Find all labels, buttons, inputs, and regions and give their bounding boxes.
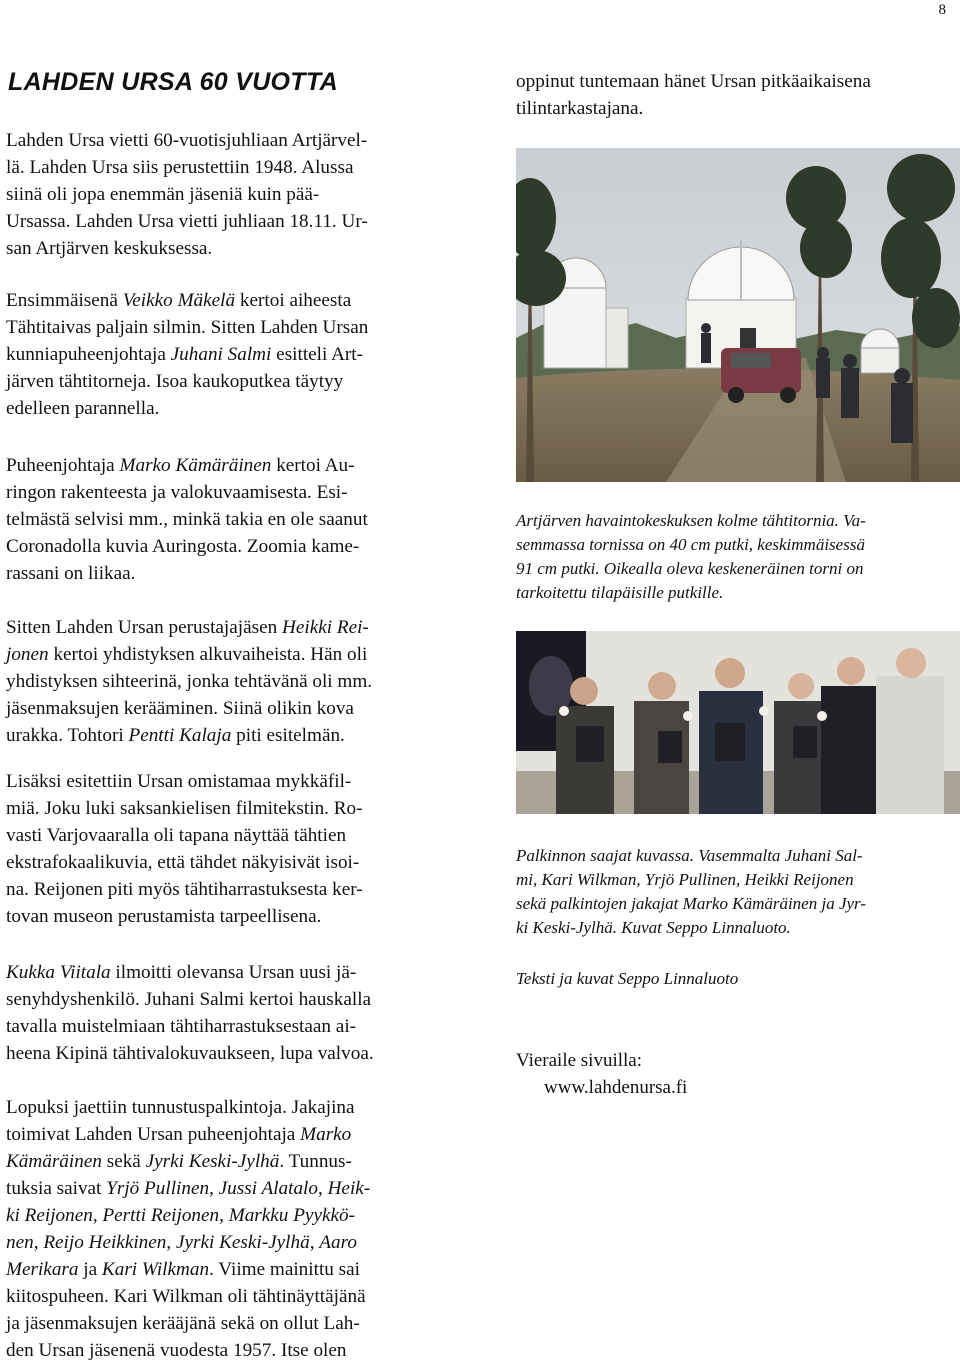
text-line <box>6 506 368 533</box>
website-link[interactable]: www.lahdenursa.fi <box>544 1077 688 1098</box>
observatory-photo <box>516 148 960 482</box>
text-run: Coronadolla kuvia Auringosta. Zoomia kame- <box>6 536 360 557</box>
italic-name: Kari Wilkman <box>101 1259 210 1280</box>
caption-line: mi, Kari Wilkman, Yrjö Pullinen, Heikki Reijonen <box>516 870 854 889</box>
paragraph <box>6 127 368 262</box>
text-run: kunniapuheenjohtaja <box>6 344 171 365</box>
text-run: den Ursan jäsenenä vuodesta 1957. Itse olen <box>6 1340 347 1361</box>
text-run: tavalla muistelmiaan tähtiharrastuksestaan ai- <box>6 1016 357 1037</box>
text-line <box>516 95 956 122</box>
italic-name: Pertti Reijonen <box>102 1205 220 1226</box>
text-run: yhdistyksen sihteerinä, jonka tehtävänä oli mm. <box>6 671 373 692</box>
right-column-intro <box>516 68 956 122</box>
text-line <box>6 795 363 822</box>
caption-line: tarkoitettu tilapäisille putkille. <box>516 583 724 602</box>
text-line <box>6 314 368 341</box>
text-run: toimivat Lahden Ursan puheenjohtaja <box>6 1124 301 1145</box>
text-run: ja <box>78 1259 102 1280</box>
text-line <box>6 1121 370 1148</box>
text-line <box>6 614 372 641</box>
caption-line: sekä palkintojen jakajat Marko Kämäräinen ja Jyr- <box>516 894 866 913</box>
paragraph <box>6 768 363 930</box>
text-run: piti esitelmän. <box>231 725 345 746</box>
text-line <box>6 822 363 849</box>
awardees-photo-image <box>516 631 960 814</box>
observatory-photo-image <box>516 148 960 482</box>
text-line <box>6 1283 370 1310</box>
paragraph <box>6 959 374 1067</box>
text-run: Lisäksi esitettiin Ursan omistamaa mykkäfil- <box>6 771 352 792</box>
italic-name: Yrjö Pullinen <box>106 1178 210 1199</box>
text-run: heena Kipinä tähtivalokuvaukseen, lupa valvoa. <box>6 1043 374 1064</box>
text-run: , <box>219 1205 229 1226</box>
italic-name: Pentti Kalaja <box>128 725 232 746</box>
text-line <box>6 1337 370 1364</box>
italic-name: Heik- <box>327 1178 371 1199</box>
italic-name: Kämäräinen <box>6 1151 102 1172</box>
text-line <box>6 1175 370 1202</box>
italic-name: Jussi Alatalo <box>218 1178 318 1199</box>
italic-name: Aaro <box>319 1232 357 1253</box>
text-run: tilintarkastajana. <box>516 98 644 119</box>
text-run: Ursassa. Lahden Ursa vietti juhliaan 18.11. Ur- <box>6 211 368 232</box>
visit-website <box>516 1047 956 1101</box>
text-run: , <box>309 1232 320 1253</box>
text-run: , <box>209 1178 219 1199</box>
text-line <box>6 1013 374 1040</box>
text-run: jäsenmaksujen kerääminen. Siinä olikin kova <box>6 698 354 719</box>
text-run: lä. Lahden Ursa siis perustettiin 1948. Alussa <box>6 157 354 178</box>
italic-name: jonen <box>6 644 49 665</box>
page-number: 8 <box>938 2 946 18</box>
italic-name: Marko <box>300 1124 352 1145</box>
text-run: ja jäsenmaksujen kerääjänä sekä on ollut Lah- <box>6 1313 360 1334</box>
text-run: , <box>166 1232 176 1253</box>
text-run: san Artjärven keskuksessa. <box>6 238 213 259</box>
text-run: oppinut tuntemaan hänet Ursan pitkäaikaisena <box>516 71 871 92</box>
text-line <box>6 533 368 560</box>
text-run: Tähtitaivas paljain silmin. Sitten Lahden Ursan <box>6 317 369 338</box>
text-run: . Viime mainittu sai <box>209 1259 360 1280</box>
text-run: Ensimmäisenä <box>6 290 123 311</box>
text-line <box>6 722 372 749</box>
text-run: Puheenjohtaja <box>6 455 120 476</box>
credit-text: Teksti ja kuvat Seppo Linnaluoto <box>516 969 739 988</box>
text-line <box>6 876 363 903</box>
text-run: ekstrafokaalikuvia, että tähdet näkyisivät isoi- <box>6 852 360 873</box>
text-run: tuksia saivat <box>6 1178 107 1199</box>
text-line <box>6 1094 370 1121</box>
paragraph <box>6 287 368 422</box>
text-run: vasti Varjovaaralla oli tapana näyttää tähtien <box>6 825 347 846</box>
italic-name: Jyrki Keski-Jylhä <box>175 1232 310 1253</box>
italic-name: Juhani Salmi <box>170 344 272 365</box>
text-run: esitteli Art- <box>271 344 364 365</box>
italic-name: Heikki Rei- <box>282 617 369 638</box>
caption-line: Palkinnon saajat kuvassa. Vasemmalta Juhani Sal- <box>516 846 863 865</box>
paragraph <box>516 68 956 122</box>
paragraph <box>6 452 368 587</box>
caption-line: semmassa tornissa on 40 cm putki, keskimmäisessä <box>516 535 865 554</box>
text-line <box>6 181 368 208</box>
text-line <box>6 1256 370 1283</box>
italic-name: nen <box>6 1232 34 1253</box>
text-line <box>6 1040 374 1067</box>
text-run: kiitospuheen. Kari Wilkman oli tähtinäyttäjänä <box>6 1286 366 1307</box>
text-line <box>6 849 363 876</box>
text-line <box>6 154 368 181</box>
article-title: LAHDEN URSA 60 VUOTTA <box>8 68 338 96</box>
text-run: na. Reijonen piti myös tähtiharrastuksesta ker- <box>6 879 363 900</box>
text-run: kertoi Au- <box>271 455 355 476</box>
text-run: urakka. Tohtori <box>6 725 129 746</box>
caption-text <box>516 844 956 940</box>
paragraph <box>6 614 372 749</box>
text-run: , <box>92 1205 103 1226</box>
caption-line: ki Keski-Jylhä. Kuvat Seppo Linnaluoto. <box>516 918 791 937</box>
text-line <box>6 208 368 235</box>
text-line <box>6 287 368 314</box>
italic-name: Kukka Viitala <box>6 962 111 983</box>
text-run: ringon rakenteesta ja valokuvaamisesta. Esi- <box>6 482 348 503</box>
text-run: , <box>33 1232 44 1253</box>
text-line <box>6 127 368 154</box>
italic-name: Veikko Mäkelä <box>122 290 236 311</box>
italic-name: Jyrki Keski-Jylhä <box>145 1151 280 1172</box>
text-run: sekä <box>101 1151 146 1172</box>
paragraph <box>6 1094 370 1364</box>
text-line <box>6 1148 370 1175</box>
text-line <box>6 695 372 722</box>
text-line <box>6 452 368 479</box>
awardees-photo <box>516 631 960 814</box>
text-run: senyhdyshenkilö. Juhani Salmi kertoi hauskalla <box>6 989 372 1010</box>
text-line <box>6 1229 370 1256</box>
text-run: , <box>317 1178 328 1199</box>
text-line <box>6 368 368 395</box>
text-run: kertoi yhdistyksen alkuvaiheista. Hän oli <box>48 644 368 665</box>
text-line <box>6 959 374 986</box>
italic-name: Marko Kämäräinen <box>119 455 272 476</box>
text-run: kertoi aiheesta <box>235 290 352 311</box>
text-run: rassani on liikaa. <box>6 563 136 584</box>
text-line <box>6 235 368 262</box>
text-run: telmästä selvisi mm., minkä takia en ole saanut <box>6 509 368 530</box>
italic-name: Reijo Heikkinen <box>43 1232 167 1253</box>
text-run: järven tähtitorneja. Isoa kaukoputkea täytyy <box>6 371 344 392</box>
text-run: . Tunnus- <box>279 1151 352 1172</box>
text-line <box>6 395 368 422</box>
text-line <box>6 1310 370 1337</box>
text-run: Lahden Ursa vietti 60-vuotisjuhliaan Artjärvel- <box>6 130 368 151</box>
text-run: ilmoitti olevansa Ursan uusi jä- <box>110 962 357 983</box>
observatory-caption <box>516 509 956 605</box>
text-line <box>6 668 372 695</box>
caption-line: 91 cm putki. Oikealla oleva keskeneräinen torni on <box>516 559 864 578</box>
credit-line <box>516 967 956 991</box>
italic-name: Merikara <box>6 1259 79 1280</box>
text-line <box>6 986 374 1013</box>
awardees-caption <box>516 844 956 940</box>
visit-label: Vieraile sivuilla: <box>516 1050 643 1071</box>
text-line <box>6 903 363 930</box>
caption-line: Artjärven havaintokeskuksen kolme tähtitornia. Va- <box>516 511 866 530</box>
caption-text <box>516 509 956 605</box>
text-line <box>6 641 372 668</box>
text-run: tovan museon perustamista tarpeellisena. <box>6 906 322 927</box>
text-line <box>6 341 368 368</box>
text-line <box>6 768 363 795</box>
italic-name: ki Reijonen <box>6 1205 93 1226</box>
text-line <box>516 68 956 95</box>
text-line <box>6 560 368 587</box>
text-line <box>6 479 368 506</box>
italic-name: Markku Pyykkö- <box>228 1205 355 1226</box>
text-run: siinä oli jopa enemmän jäseniä kuin pää- <box>6 184 320 205</box>
text-run: Lopuksi jaettiin tunnustuspalkintoja. Jakajina <box>6 1097 355 1118</box>
text-run: edelleen parannella. <box>6 398 160 419</box>
text-run: Sitten Lahden Ursan perustajajäsen <box>6 617 282 638</box>
text-run: miä. Joku luki saksankielisen filmitekstin. Ro- <box>6 798 363 819</box>
text-line <box>6 1202 370 1229</box>
